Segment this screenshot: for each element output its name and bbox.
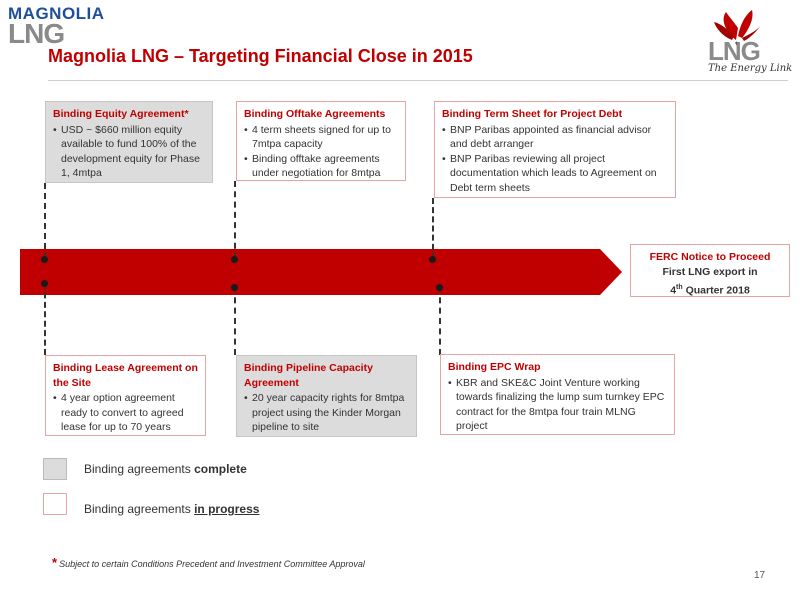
milestone-box-debt xyxy=(434,101,676,198)
milestone-dot-lease xyxy=(41,280,48,287)
logo-tagline: The Energy Link xyxy=(708,63,793,74)
milestone-title: Binding Term Sheet for Project Debt xyxy=(442,108,623,120)
ferc-line-2 xyxy=(638,280,782,299)
legend-complete-emphasis: complete xyxy=(194,462,247,476)
milestone-bullet: • BNP Paribas appointed as financial advisor and debt arranger xyxy=(442,123,668,152)
connector-lease xyxy=(44,283,46,355)
ferc-line-1: First LNG export in xyxy=(662,266,758,278)
milestone-bullet: • 4 term sheets signed for up to 7mtpa capacity xyxy=(244,123,398,152)
footnote-asterisk: * xyxy=(52,555,58,570)
milestone-bullet: • 20 year capacity rights for 8mtpa project using the Kinder Morgan pipeline to site xyxy=(244,391,409,435)
connector-epc xyxy=(439,287,441,355)
legend-progress-prefix: Binding agreements xyxy=(84,502,195,516)
milestone-title: Binding Equity Agreement* xyxy=(53,108,189,120)
milestone-box-equity xyxy=(45,101,213,183)
ferc-quarter-rest: Quarter 2018 xyxy=(682,284,750,297)
milestone-bullet: • Binding offtake agreements under negotiation for 8mtpa xyxy=(244,152,398,181)
ferc-milestone-box xyxy=(630,244,790,297)
milestone-title: Binding Pipeline Capacity Agreement xyxy=(244,362,373,389)
milestone-box-lease xyxy=(45,355,206,436)
logo-right-lng-text: LNG xyxy=(708,36,760,66)
milestone-bullet: • USD ~ $660 million equity available to fund 100% of the development equity for Phase 1, 4mtpa xyxy=(53,123,205,181)
legend-swatch-complete xyxy=(43,458,67,480)
milestone-dot-offtake xyxy=(231,256,238,263)
legend-complete-label xyxy=(84,462,247,476)
connector-offtake xyxy=(234,181,236,259)
ferc-quarter-number: 4 xyxy=(670,284,677,297)
footnote xyxy=(52,555,365,570)
milestone-dot-equity xyxy=(41,256,48,263)
milestone-bullet: • 4 year option agreement ready to convert to agreed lease for up to 70 years xyxy=(53,391,198,435)
legend-complete-prefix: Binding agreements xyxy=(84,462,195,476)
milestone-box-pipeline xyxy=(236,355,417,437)
milestone-bullet: • KBR and SKE&C Joint Venture working towards finalizing the lump sum turnkey EPC contract for the 8mtpa four train MLNG project xyxy=(448,376,667,434)
milestone-title: Binding Lease Agreement on the Site xyxy=(53,362,198,389)
page-number: 17 xyxy=(754,570,766,581)
ferc-title: FERC Notice to Proceed xyxy=(649,251,771,263)
connector-pipeline xyxy=(234,287,236,355)
page-title: Magnolia LNG – Targeting Financial Close in 2015 xyxy=(48,46,473,66)
timeline-arrow xyxy=(20,249,622,295)
logo-lng-text: LNG xyxy=(8,18,65,49)
milestone-dot-pipeline xyxy=(231,284,238,291)
milestone-dot-debt xyxy=(429,256,436,263)
milestone-box-offtake xyxy=(236,101,406,181)
milestone-dot-epc xyxy=(436,284,443,291)
connector-equity xyxy=(44,183,46,259)
milestone-title: Binding Offtake Agreements xyxy=(244,108,386,120)
connector-debt xyxy=(432,198,434,259)
footnote-text: Subject to certain Conditions Precedent and Investment Committee Approval xyxy=(59,559,365,569)
milestone-title: Binding EPC Wrap xyxy=(448,361,541,373)
legend-progress-emphasis: in progress xyxy=(194,502,260,516)
milestone-box-epc xyxy=(440,354,675,435)
ferc-quarter-suffix: th xyxy=(676,284,683,291)
logo-magnolia-text: MAGNOLIA xyxy=(8,4,105,23)
legend-swatch-progress xyxy=(43,493,67,515)
legend-progress-label xyxy=(84,502,259,516)
milestone-bullet: • BNP Paribas reviewing all project documentation which leads to Agreement on Debt term sheets xyxy=(442,152,668,196)
